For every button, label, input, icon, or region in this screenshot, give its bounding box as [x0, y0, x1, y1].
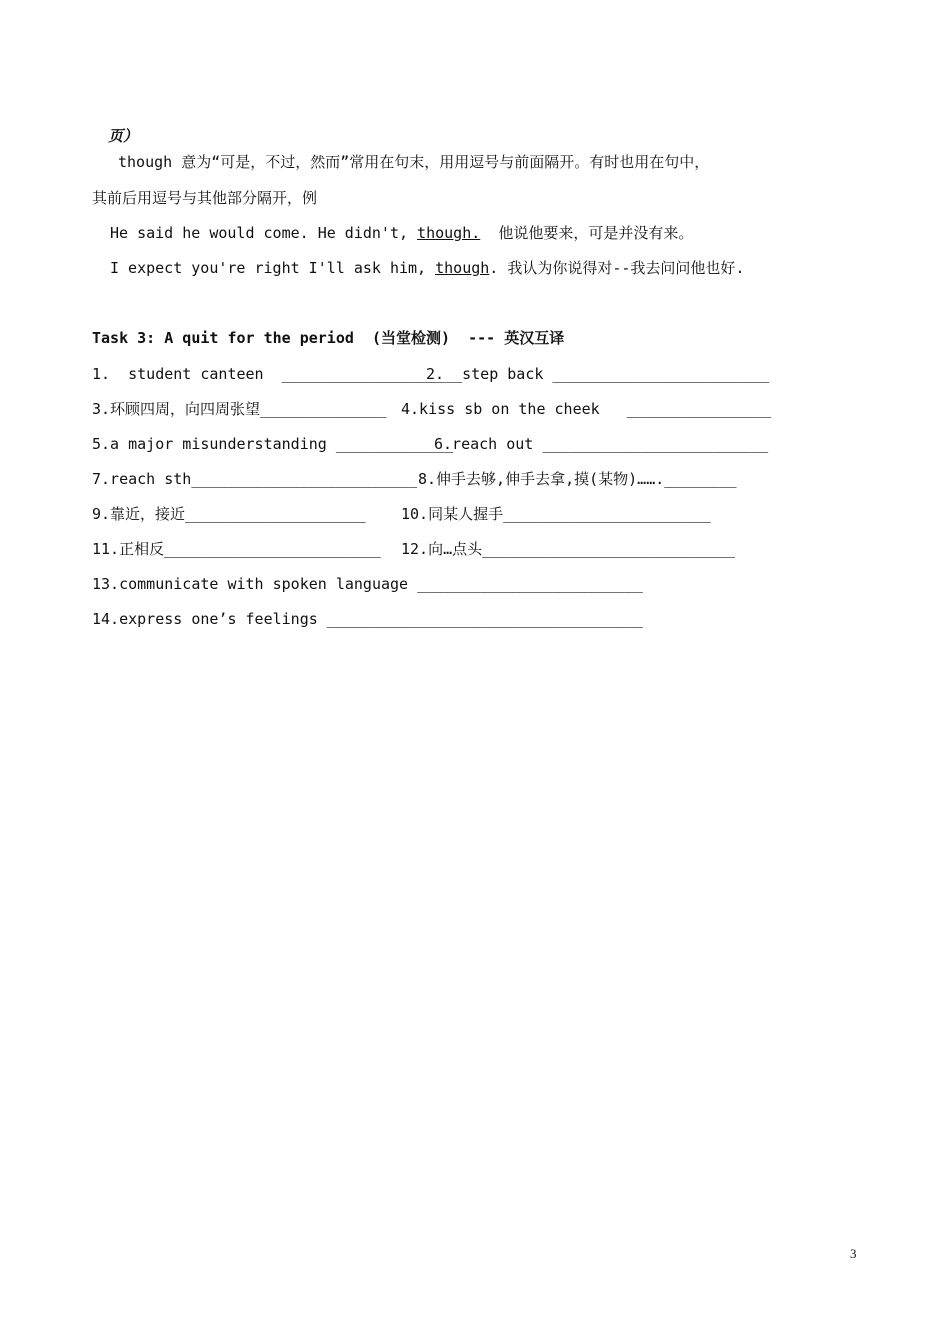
example-sentence-1	[110, 223, 693, 243]
exercise-item-6: 6.reach out _________________________	[434, 435, 769, 453]
exercise-item-3: 3.环顾四周，向四周张望______________	[92, 400, 387, 418]
exercise-item-5: 5.a major misunderstanding _____________	[92, 435, 454, 453]
example-1-underlined: though.	[417, 224, 481, 242]
exercise-item-7: 7.reach sth_________________________	[92, 470, 418, 488]
exercise-item-14: 14.express one’s feelings ___________________________________	[92, 610, 643, 628]
example-2-underlined: though	[435, 259, 490, 277]
exercise-item-10: 10.同某人握手_______________________	[401, 505, 711, 523]
explanation-line-2: 其前后用逗号与其他部分隔开，例	[92, 189, 318, 207]
example-sentence-2	[110, 258, 744, 278]
example-2-text: I expect you're right I'll ask him,	[110, 259, 436, 277]
exercise-item-11: 11.正相反________________________	[92, 540, 381, 558]
page-number: 3	[850, 1246, 857, 1261]
example-2-translation: . 我认为你说得对--我去问问他也好.	[489, 259, 745, 277]
exercise-item-2: 2. step back ________________________	[426, 365, 770, 383]
explanation-line-1: though 意为“可是，不过，然而”常用在句末，用用逗号与前面隔开。有时也用在句中，	[118, 153, 710, 171]
header-fragment: 页）	[108, 127, 139, 145]
exercise-item-12: 12.向…点头____________________________	[401, 540, 735, 558]
task-title: Task 3: A quit for the period (当堂检测) --- 英汉互译	[92, 329, 565, 347]
exercise-item-9: 9.靠近，接近____________________	[92, 505, 366, 523]
exercise-item-13: 13.communicate with spoken language _________________________	[92, 575, 643, 593]
example-1-translation: 他说他要来，可是并没有来。	[480, 224, 694, 242]
exercise-item-8: 8.伸手去够,伸手去拿,摸(某物)…….________	[418, 470, 737, 488]
example-1-text: He said he would come. He didn't,	[110, 224, 418, 242]
exercise-item-4: 4.kiss sb on the cheek ________________	[401, 400, 772, 418]
exercise-item-1: 1. student canteen ____________________	[92, 365, 463, 383]
